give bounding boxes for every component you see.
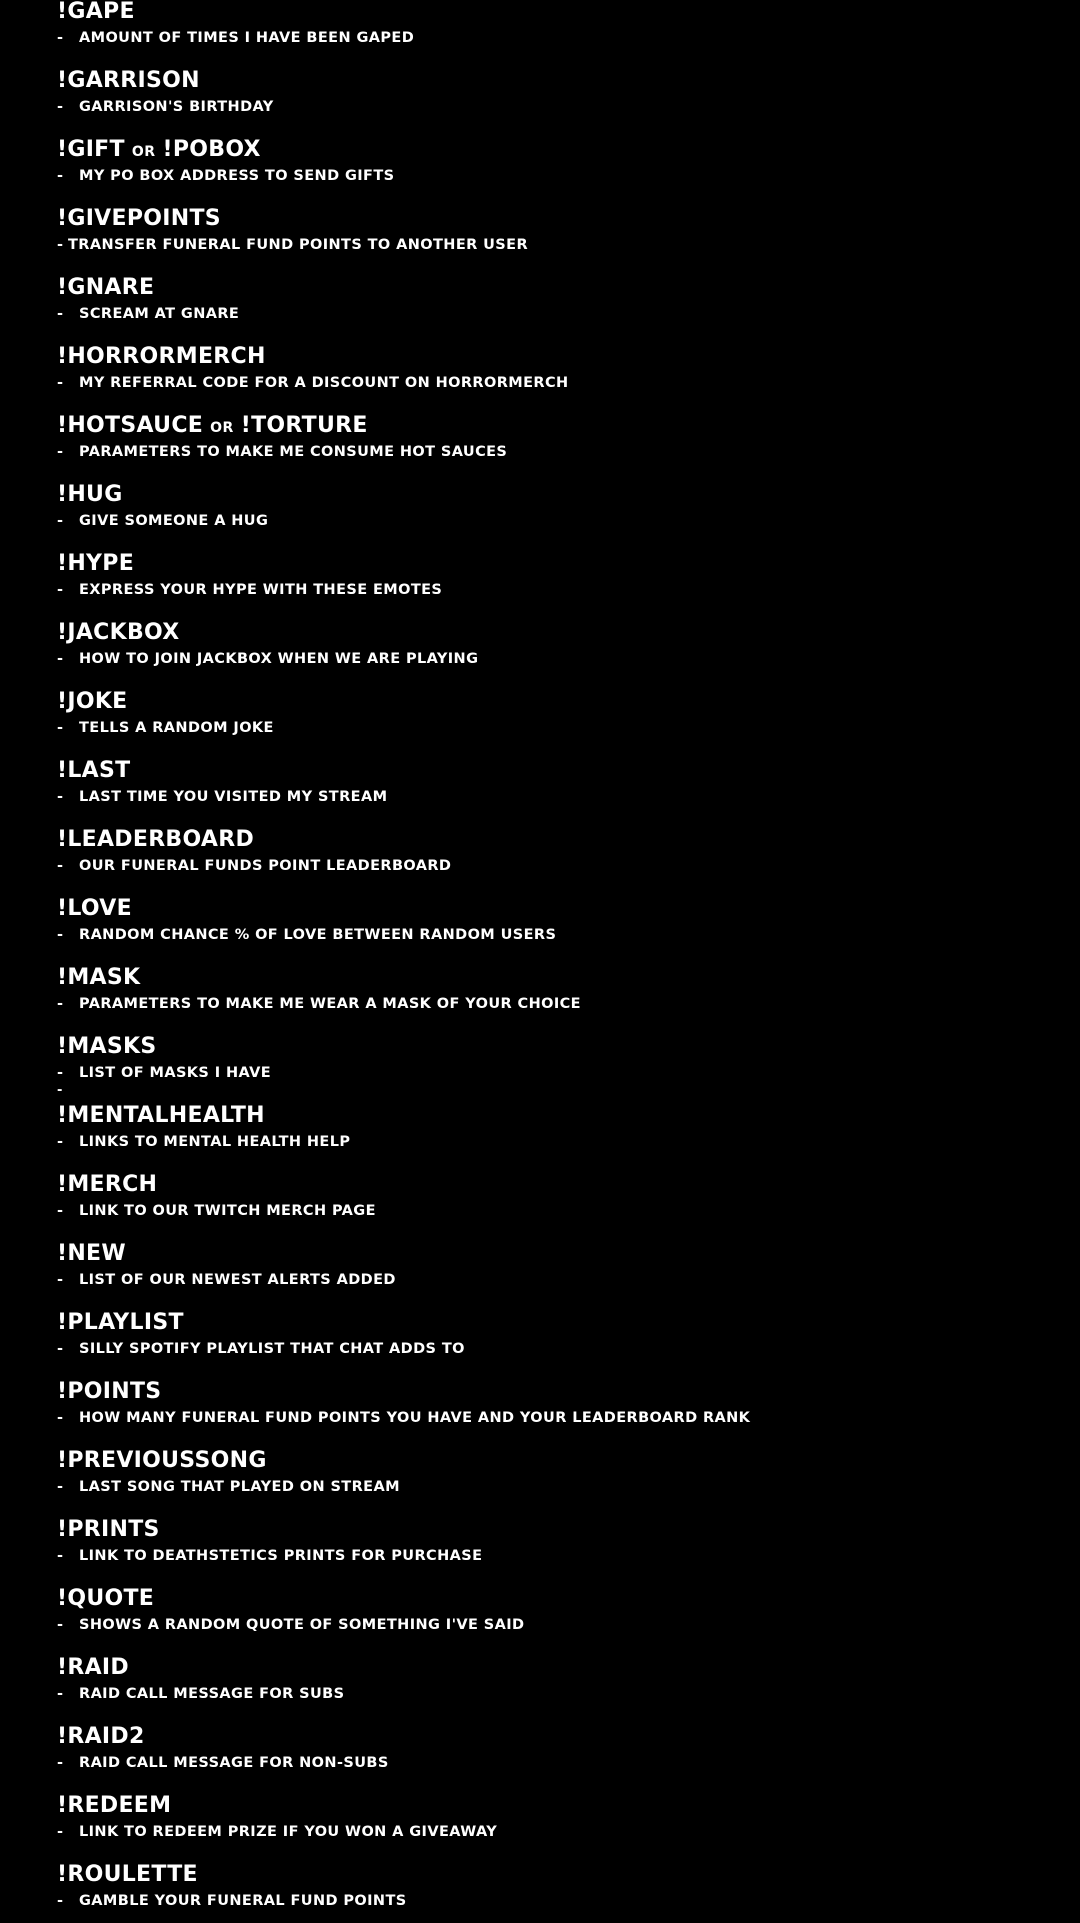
command-entry (57, 1578, 1057, 1647)
command-description-line (57, 1063, 271, 1083)
command-description-line (57, 1270, 396, 1290)
command-keyword: !POINTS (57, 1379, 162, 1404)
bullet-dash: - (57, 1203, 64, 1219)
command-name (57, 137, 261, 165)
command-description-line (57, 304, 239, 324)
command-description: LINKS TO MENTAL HEALTH HELP (79, 1134, 351, 1150)
command-description-line (57, 442, 507, 462)
bullet-dash: - (57, 1824, 64, 1840)
command-description: TRANSFER FUNERAL FUND POINTS TO ANOTHER USER (68, 237, 529, 253)
command-entry (57, 1164, 1057, 1233)
command-description: LIST OF MASKS I HAVE (79, 1065, 272, 1081)
stray-dash: - (57, 1083, 63, 1098)
command-name (57, 1241, 126, 1267)
bullet-dash: - (57, 1893, 64, 1909)
command-keyword: !JOKE (57, 689, 128, 714)
command-entry (57, 957, 1057, 1026)
command-description: TELLS A RANDOM JOKE (79, 720, 274, 736)
command-name (57, 344, 266, 370)
bullet-dash: - (57, 1410, 64, 1426)
command-keyword: !GAPE (57, 0, 135, 24)
bullet-dash: - (57, 1134, 64, 1150)
command-description: GIVE SOMEONE A HUG (79, 513, 269, 529)
command-name (57, 0, 135, 25)
bullet-dash: - (57, 1755, 64, 1771)
command-keyword: !NEW (57, 1241, 126, 1266)
bullet-dash: - (57, 582, 64, 598)
command-description: SCREAM AT GNARE (79, 306, 240, 322)
bullet-dash: - (57, 237, 64, 253)
command-keyword: !LOVE (57, 896, 132, 921)
command-entry (57, 1716, 1057, 1785)
command-description-line (57, 373, 569, 393)
command-keyword: !HYPE (57, 551, 135, 576)
command-description: SHOWS A RANDOM QUOTE OF SOMETHING I'VE SAID (79, 1617, 525, 1633)
command-keyword: !REDEEM (57, 1793, 172, 1818)
command-entry (57, 1647, 1057, 1716)
command-name (57, 1517, 160, 1543)
command-description: RAID CALL MESSAGE FOR SUBS (79, 1686, 345, 1702)
command-description-line (57, 1132, 350, 1152)
command-name (57, 1379, 161, 1405)
command-description: LAST TIME YOU VISITED MY STREAM (79, 789, 388, 805)
command-description-line (57, 787, 387, 807)
command-entry (57, 1440, 1057, 1509)
command-keyword: !QUOTE (57, 1586, 155, 1611)
command-description-line (57, 235, 528, 255)
command-entry (57, 1233, 1057, 1302)
command-description-line (57, 994, 581, 1014)
command-keyword: !JACKBOX (57, 620, 180, 645)
command-keyword: !LEADERBOARD (57, 827, 255, 852)
command-keyword: !HOTSAUCE (57, 413, 204, 438)
bullet-dash: - (57, 444, 64, 460)
bullet-dash: - (57, 513, 64, 529)
command-keyword: !POBOX (162, 137, 261, 162)
command-description-line (57, 1891, 407, 1911)
command-description: EXPRESS YOUR HYPE WITH THESE EMOTES (79, 582, 443, 598)
command-name (57, 1862, 198, 1888)
command-description-line (57, 1684, 344, 1704)
command-keyword: !LAST (57, 758, 131, 783)
command-description-line (57, 1546, 482, 1566)
command-description-line (57, 166, 394, 186)
bullet-dash: - (57, 1479, 64, 1495)
command-entry (57, 1371, 1057, 1440)
command-entry (57, 474, 1057, 543)
command-description-line (57, 580, 442, 600)
command-entry (57, 1095, 1057, 1164)
command-name (57, 482, 123, 508)
bullet-dash: - (57, 927, 64, 943)
command-keyword: !MASK (57, 965, 141, 990)
command-keyword: !HORRORMERCH (57, 344, 266, 369)
command-entry (57, 405, 1057, 474)
bullet-dash: - (57, 306, 64, 322)
command-entry (57, 198, 1057, 267)
command-description: OUR FUNERAL FUNDS POINT LEADERBOARD (79, 858, 452, 874)
command-description-line (57, 1477, 400, 1497)
command-keyword: !ROULETTE (57, 1862, 198, 1887)
command-keyword: !GNARE (57, 275, 155, 300)
bullet-dash: - (57, 30, 64, 46)
command-entry (57, 612, 1057, 681)
command-description-line (57, 511, 268, 531)
command-entry (57, 1302, 1057, 1371)
bullet-dash: - (57, 99, 64, 115)
command-description: RAID CALL MESSAGE FOR NON-SUBS (79, 1755, 389, 1771)
command-description-line (57, 1753, 389, 1773)
command-description-line (57, 97, 274, 117)
command-name (57, 620, 180, 646)
command-name (57, 275, 154, 301)
command-description-line (57, 649, 478, 669)
command-name (57, 1310, 184, 1336)
command-description-line (57, 28, 414, 48)
command-description: HOW MANY FUNERAL FUND POINTS YOU HAVE AND YOUR LEADERBOARD RANK (79, 1410, 751, 1426)
command-description: PARAMETERS TO MAKE ME CONSUME HOT SAUCES (79, 444, 508, 460)
or-separator: OR (131, 144, 156, 160)
command-keyword: !PREVIOUSSONG (57, 1448, 267, 1473)
command-description: PARAMETERS TO MAKE ME WEAR A MASK OF YOUR CHOICE (79, 996, 581, 1012)
bullet-dash: - (57, 1272, 64, 1288)
command-description: LIST OF OUR NEWEST ALERTS ADDED (79, 1272, 396, 1288)
command-name (57, 896, 132, 922)
command-description: RANDOM CHANCE % OF LOVE BETWEEN RANDOM USERS (79, 927, 557, 943)
command-description: MY REFERRAL CODE FOR A DISCOUNT ON HORRORMERCH (79, 375, 569, 391)
command-description: HOW TO JOIN JACKBOX WHEN WE ARE PLAYING (79, 651, 479, 667)
command-keyword: !PRINTS (57, 1517, 160, 1542)
command-name (57, 1172, 157, 1198)
command-list (57, 0, 1057, 1923)
command-entry (57, 129, 1057, 198)
command-name (57, 1793, 171, 1819)
command-name (57, 758, 130, 784)
bullet-dash: - (57, 375, 64, 391)
command-description: LINK TO REDEEM PRIZE IF YOU WON A GIVEAWAY (79, 1824, 498, 1840)
command-description-line (57, 856, 451, 876)
command-keyword: !MASKS (57, 1034, 157, 1059)
command-keyword: !GIVEPOINTS (57, 206, 221, 231)
bullet-dash: - (57, 858, 64, 874)
command-description: SILLY SPOTIFY PLAYLIST THAT CHAT ADDS TO (79, 1341, 465, 1357)
command-name (57, 413, 368, 441)
command-name (57, 1724, 145, 1750)
command-entry (57, 1785, 1057, 1854)
bullet-dash: - (57, 1686, 64, 1702)
command-description-line (57, 925, 556, 945)
bullet-dash: - (57, 1617, 64, 1633)
command-name (57, 1103, 265, 1129)
command-description: LINK TO DEATHSTETICS PRINTS FOR PURCHASE (79, 1548, 483, 1564)
command-description-line (57, 1615, 525, 1635)
bullet-dash: - (57, 651, 64, 667)
command-name (57, 965, 140, 991)
command-entry (57, 1026, 1057, 1098)
command-name (57, 551, 134, 577)
command-description: GAMBLE YOUR FUNERAL FUND POINTS (79, 1893, 407, 1909)
command-name (57, 206, 221, 232)
bullet-dash: - (57, 1548, 64, 1564)
command-description-line (57, 718, 274, 738)
command-name (57, 1448, 267, 1474)
command-entry (57, 543, 1057, 612)
command-entry (57, 336, 1057, 405)
command-description-line (57, 1339, 465, 1359)
command-entry (57, 0, 1057, 60)
command-entry (57, 888, 1057, 957)
command-name (57, 1034, 157, 1060)
command-name (57, 68, 200, 94)
command-name (57, 1586, 154, 1612)
command-name (57, 1655, 129, 1681)
command-entry (57, 819, 1057, 888)
command-description-line (57, 1408, 750, 1428)
command-description: LINK TO OUR TWITCH MERCH PAGE (79, 1203, 376, 1219)
bullet-dash: - (57, 1341, 64, 1357)
command-description: MY PO BOX ADDRESS TO SEND GIFTS (79, 168, 395, 184)
command-description: AMOUNT OF TIMES I HAVE BEEN GAPED (79, 30, 415, 46)
bullet-dash: - (57, 1065, 64, 1081)
command-description-line (57, 1822, 497, 1842)
command-entry (57, 681, 1057, 750)
command-description: LAST SONG THAT PLAYED ON STREAM (79, 1479, 400, 1495)
bullet-dash: - (57, 996, 64, 1012)
command-keyword: !GARRISON (57, 68, 200, 93)
bullet-dash: - (57, 168, 64, 184)
command-entry (57, 267, 1057, 336)
bullet-dash: - (57, 789, 64, 805)
command-keyword: !TORTURE (240, 413, 368, 438)
command-keyword: !PLAYLIST (57, 1310, 184, 1335)
command-description: GARRISON'S BIRTHDAY (79, 99, 274, 115)
command-keyword: !RAID (57, 1655, 129, 1680)
command-keyword: !RAID2 (57, 1724, 145, 1749)
command-entry (57, 60, 1057, 129)
command-keyword: !MENTALHEALTH (57, 1103, 265, 1128)
or-separator: OR (210, 420, 234, 436)
command-name (57, 689, 128, 715)
command-entry (57, 750, 1057, 819)
command-keyword: !HUG (57, 482, 123, 507)
command-keyword: !MERCH (57, 1172, 158, 1197)
command-entry (57, 1854, 1057, 1923)
command-description-line (57, 1201, 376, 1221)
command-keyword: !GIFT (57, 137, 125, 162)
command-entry (57, 1509, 1057, 1578)
command-name (57, 827, 254, 853)
bullet-dash: - (57, 720, 64, 736)
